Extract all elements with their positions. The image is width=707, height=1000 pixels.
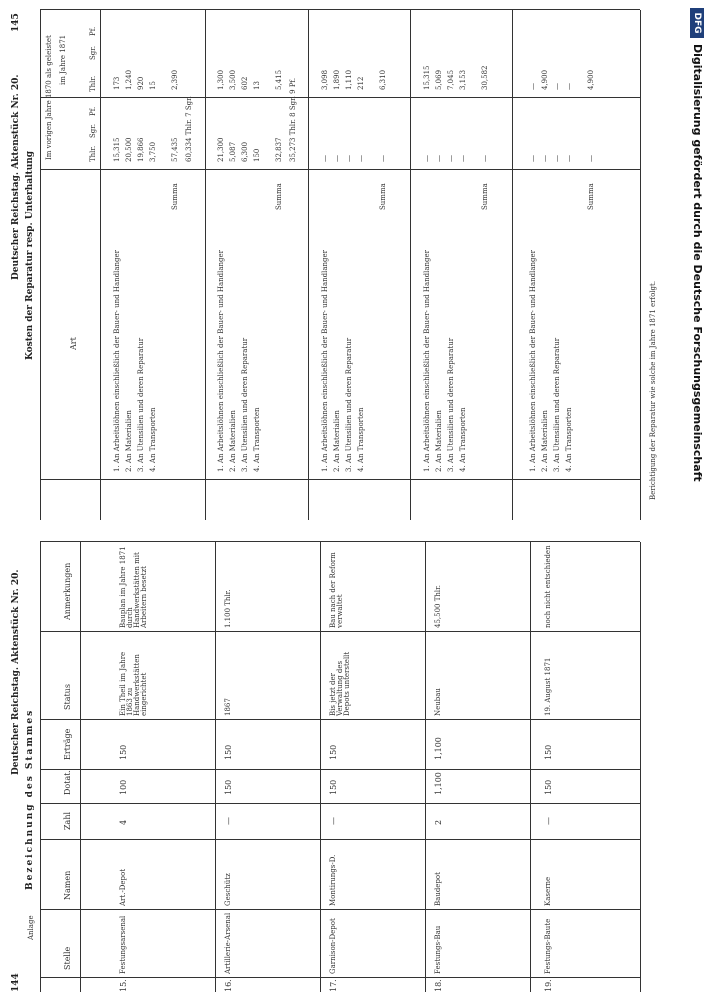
value-year: 15 (149, 81, 157, 90)
col-header-count: Zahl (63, 811, 72, 830)
col-header-yield: Erträge (63, 728, 72, 760)
value-prev: — (447, 155, 455, 162)
row-name: Montirungs-D. (329, 854, 337, 906)
row-place: Artillerie-Arsenal (224, 912, 232, 974)
row-status: 1867 (224, 698, 232, 716)
item-label: 2. An Materialien (541, 410, 549, 472)
value-year: 602 (241, 76, 249, 90)
sub-col-header: Pf. (89, 26, 97, 36)
row-remark: Bauplan im Jahre 1871 durch Handwerkstätten mit Arbeitern besetzt (119, 546, 148, 628)
value-year: 1,890 (333, 69, 341, 90)
item-label: 2. An Materialien (333, 410, 341, 472)
row-count: — (329, 817, 338, 825)
item-label: 3. An Utensilien und deren Reparatur (553, 337, 561, 472)
value-year: 173 (113, 76, 121, 90)
row-yield: 150 (119, 744, 128, 760)
total-year: 5,415 (275, 69, 283, 90)
value-year: — (565, 83, 573, 90)
value-prev: — (541, 155, 549, 162)
value-prev: — (333, 155, 341, 162)
row-number: 19. (544, 979, 553, 992)
value-year: 3,153 (459, 69, 467, 90)
row-place: Festungsarsenal (119, 915, 127, 974)
right-footnote: Berichtigung der Reparatur wie solche im Jahre 1871 erfolgt. (649, 280, 657, 500)
row-name: Kaserne (544, 876, 552, 906)
row-dotat: 1,100 (434, 772, 443, 795)
value-prev: 150 (253, 148, 261, 162)
item-label: 4. An Transporten (459, 407, 467, 472)
total-year: 4,900 (587, 69, 595, 90)
value-prev: — (423, 155, 431, 162)
page-number-left: 144 (11, 973, 21, 992)
col-header-dotat: Dotat. (63, 770, 72, 795)
value-prev: 19,866 (137, 137, 145, 162)
row-number: 15. (119, 979, 128, 992)
row-status: Ein Theil im Jahre 1863 zu Handwerkstätten eingerichtet (119, 651, 148, 716)
right-table-title: Kosten der Reparatur resp. Unterhaltung (25, 150, 35, 360)
item-label: 4. An Transporten (149, 407, 157, 472)
value-year: 7,045 (447, 69, 455, 90)
row-name: Baudepot (434, 872, 442, 906)
total-prev: — (379, 155, 387, 162)
item-label: 4. An Transporten (565, 407, 573, 472)
value-prev: — (321, 155, 329, 162)
item-label: 1. An Arbeitslöhnen einschließlich der Bauer- und Handlanger (113, 249, 121, 472)
value-prev: 21,300 (217, 137, 225, 162)
row-remark: noch nicht entschieden (544, 545, 552, 628)
value-year: 1,240 (125, 69, 133, 90)
row-status: Bis jetzt der Verwaltung des Depots unterstellt (329, 651, 351, 716)
value-prev: 6,300 (241, 141, 249, 162)
item-label: 1. An Arbeitslöhnen einschließlich der Bauer- und Handlanger (321, 249, 329, 472)
row-number: 18. (434, 979, 443, 992)
value-prev: 20,500 (125, 137, 133, 162)
value-year: 1,300 (217, 69, 225, 90)
total-prev: — (587, 155, 595, 162)
value-prev: — (435, 155, 443, 162)
row-count: — (224, 817, 233, 825)
running-head-left: Deutscher Reichstag. Aktenstück Nr. 20. (11, 569, 21, 775)
row-yield: 1,100 (434, 737, 443, 760)
sub-col-header: Thlr. (89, 75, 97, 92)
col-header-name: Namen (63, 870, 72, 900)
row-dotat: 150 (329, 779, 338, 795)
total-label: Summa (587, 183, 595, 210)
sub-col-header: Pf. (89, 106, 97, 116)
value-prev: — (459, 155, 467, 162)
row-remark: 45,500 Thlr. (434, 585, 442, 628)
total-year: 6,310 (379, 69, 387, 90)
value-year: — (529, 83, 537, 90)
sub-col-header: Sgr. (89, 123, 97, 138)
row-count: — (544, 817, 553, 825)
item-label: 2. An Materialien (125, 410, 133, 472)
value-year: 212 (357, 76, 365, 90)
total-label: Summa (275, 183, 283, 210)
left-group-header: Bezeichnung des Stammes (25, 708, 35, 890)
value-year: 5,069 (435, 69, 443, 90)
margin-word: Anlage (27, 915, 35, 940)
value-prev: — (357, 155, 365, 162)
item-label: 1. An Arbeitslöhnen einschließlich der Bauer- und Handlanger (529, 249, 537, 472)
total-label: Summa (171, 183, 179, 210)
item-label: 3. An Utensilien und deren Reparatur (447, 337, 455, 472)
col-header-status: Status (63, 684, 72, 710)
dfg-logo: DFG (690, 8, 704, 38)
value-year: 920 (137, 76, 145, 90)
row-count: 2 (434, 819, 443, 825)
row-dotat: 150 (224, 779, 233, 795)
item-label: 1. An Arbeitslöhnen einschließlich der Bauer- und Handlanger (423, 249, 431, 472)
digitization-notice: Digitalisierung gefördert durch die Deutsche Forschungsgemeinschaft (691, 44, 704, 482)
row-dotat: 150 (544, 779, 553, 795)
value-year: 4,900 (541, 69, 549, 90)
total-year: 30,582 (481, 65, 489, 90)
total-prev: 57,435 (171, 137, 179, 162)
value-year: 3,500 (229, 69, 237, 90)
item-label: 2. An Materialien (229, 410, 237, 472)
row-count: 4 (119, 819, 128, 825)
row-name: Art.-Depot (119, 868, 127, 906)
value-year: 3,098 (321, 69, 329, 90)
row-place: Festungs-Baute (544, 918, 552, 974)
running-head-right: Deutscher Reichstag. Aktenstück Nr. 20. (11, 74, 21, 280)
value-prev: 15,315 (113, 137, 121, 162)
row-remark: 1.100 Thlr. (224, 589, 232, 628)
row-yield: 150 (224, 744, 233, 760)
value-prev: — (565, 155, 573, 162)
value-prev: — (529, 155, 537, 162)
row-status: Neubau (434, 688, 442, 716)
group-note: 35,273 Thlr. 8 Sgr. 9 Pf. (289, 77, 297, 162)
row-dotat: 100 (119, 779, 128, 795)
group-note: 60,334 Thlr. 7 Sgr. (185, 96, 193, 162)
value-prev: 5,087 (229, 141, 237, 162)
total-label: Summa (481, 183, 489, 210)
total-prev: 32,837 (275, 137, 283, 162)
item-label: 2. An Materialien (435, 410, 443, 472)
item-label: 3. An Utensilien und deren Reparatur (345, 337, 353, 472)
row-yield: 150 (544, 744, 553, 760)
col-header-remark: Anmerkungen (63, 562, 72, 620)
row-name: Geschütz (224, 873, 232, 906)
sub-col-header: Sgr. (89, 45, 97, 60)
item-label: 4. An Transporten (357, 407, 365, 472)
item-label: 4. An Transporten (253, 407, 261, 472)
total-label: Summa (379, 183, 387, 210)
value-prev: — (553, 155, 561, 162)
col-header-year: im Jahre 1871 (59, 34, 67, 85)
item-label: 3. An Utensilien und deren Reparatur (241, 337, 249, 472)
value-year: 13 (253, 81, 261, 90)
sub-col-header: Thlr. (89, 145, 97, 162)
col-header-art: Art (69, 337, 78, 350)
col-header-place: Stelle (63, 946, 72, 970)
row-place: Festungs-Bau (434, 925, 442, 974)
digitization-sidebar (688, 44, 706, 744)
row-yield: 150 (329, 744, 338, 760)
row-remark: Bau nach der Reform verwaltet (329, 552, 344, 628)
value-year: 15,315 (423, 65, 431, 90)
value-year: — (553, 83, 561, 90)
page-number-right: 145 (11, 13, 21, 32)
row-place: Garnison-Depot (329, 918, 337, 974)
value-prev: — (345, 155, 353, 162)
row-number: 16. (224, 979, 233, 992)
total-prev: — (481, 155, 489, 162)
row-number: 17. (329, 979, 338, 992)
value-prev: 3,750 (149, 141, 157, 162)
value-year: 1,110 (345, 69, 353, 90)
item-label: 3. An Utensilien und deren Reparatur (137, 337, 145, 472)
item-label: 1. An Arbeitslöhnen einschließlich der Bauer- und Handlanger (217, 249, 225, 472)
row-status: 19. August 1871 (544, 657, 552, 716)
total-year: 2,390 (171, 69, 179, 90)
